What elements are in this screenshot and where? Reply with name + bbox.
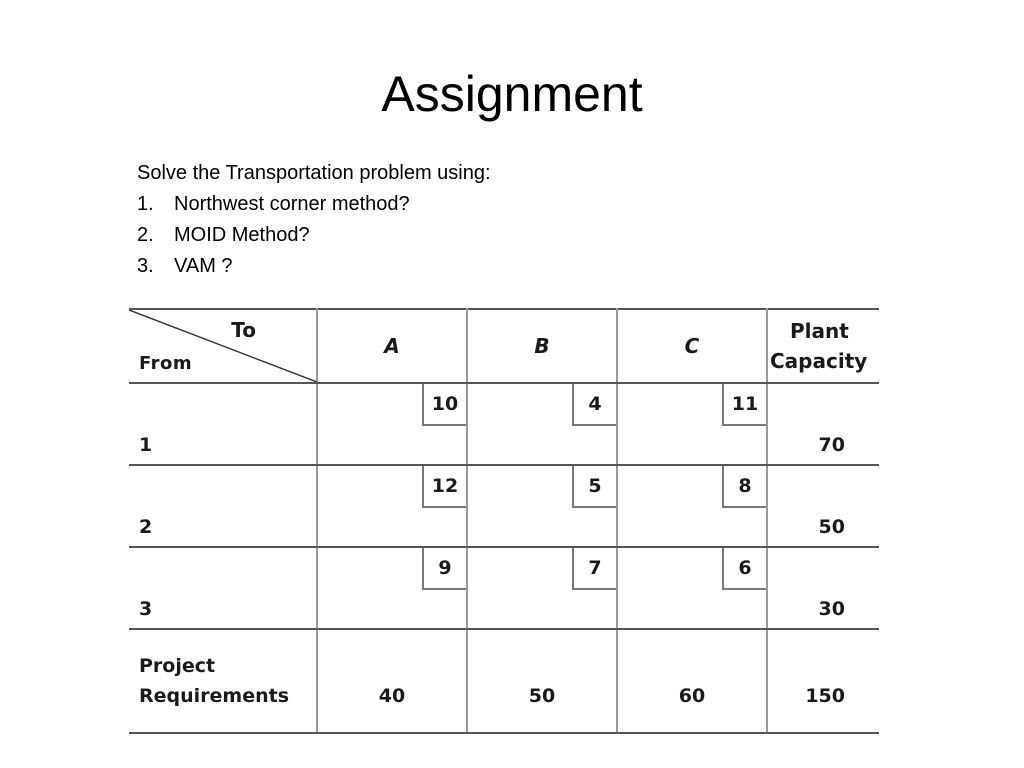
cost-value: 9 [422,548,466,590]
total-value: 150 [767,629,879,733]
cost-value: 6 [722,548,766,590]
corner-from-label: From [139,353,193,374]
column-header-c: C [617,309,767,383]
method-item [137,220,491,251]
capacity-header-line1: Plant [790,319,849,343]
cost-cell [617,383,767,465]
cost-cell [317,465,467,547]
capacity-value: 30 [767,547,879,629]
cost-cell [467,465,617,547]
transportation-table [129,308,879,734]
table-row [129,465,879,547]
slide-title: Assignment [381,66,643,122]
corner-to-label: To [231,318,256,342]
cost-value: 7 [572,548,616,590]
corner-cell [129,309,317,383]
method-list [137,189,491,282]
method-text: MOID Method? [174,224,310,246]
requirements-label-line1: Project [139,655,216,677]
cost-value: 11 [722,384,766,426]
problem-statement [137,158,491,282]
row-label: 3 [129,547,317,629]
column-header-b: B [467,309,617,383]
column-header-a: A [317,309,467,383]
table-row [129,547,879,629]
capacity-value: 50 [767,465,879,547]
cost-value: 8 [722,466,766,508]
capacity-header [767,309,879,383]
row-label: 2 [129,465,317,547]
cost-cell [617,465,767,547]
capacity-header-line2: Capacity [770,349,868,373]
method-text: VAM ? [174,255,233,277]
cost-cell [317,383,467,465]
cost-value: 12 [422,466,466,508]
requirement-value: 60 [617,629,767,733]
requirements-label [129,629,317,733]
requirement-value: 40 [317,629,467,733]
cost-value: 10 [422,384,466,426]
cost-cell [317,547,467,629]
cost-cell [467,383,617,465]
intro-text: Solve the Transportation problem using: [137,162,491,184]
cost-cell [467,547,617,629]
method-number: 1. [137,193,154,215]
method-number: 2. [137,224,154,246]
cost-value: 4 [572,384,616,426]
requirements-row [129,629,879,733]
requirement-value: 50 [467,629,617,733]
requirements-label-line2: Requirements [139,685,290,707]
method-number: 3. [137,255,154,277]
table-row [129,383,879,465]
method-text: Northwest corner method? [174,193,410,215]
table-header-row [129,309,879,383]
method-item [137,251,491,282]
cost-value: 5 [572,466,616,508]
method-item [137,189,491,220]
row-label: 1 [129,383,317,465]
cost-cell [617,547,767,629]
capacity-value: 70 [767,383,879,465]
